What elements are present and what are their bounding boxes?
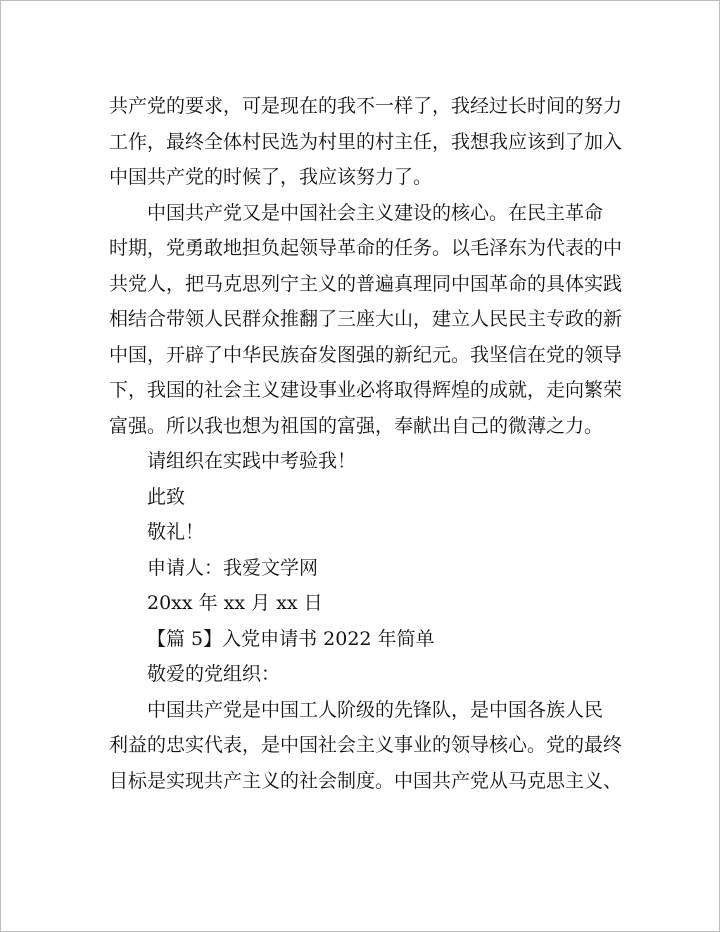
text-line-1: 共产党的要求，可是现在的我不一样了，我经过长时间的努力	[109, 95, 623, 117]
salutation-closing: 此致	[147, 485, 186, 508]
text-line-9: 下，我国的社会主义建设事业必将取得辉煌的成就，走向繁荣	[109, 379, 623, 401]
section-heading: 【篇 5】入党申请书 2022 年简单	[147, 627, 435, 650]
text-line-7: 相结合带领人民群众推翻了三座大山，建立人民民主专政的新	[109, 308, 623, 330]
text-line-6: 共党人，把马克思列宁主义的普遍真理同中国革命的具体实践	[109, 272, 623, 295]
text-line-19: 利益的忠实代表，是中国社会主义事业的领导核心。党的最终	[109, 734, 623, 756]
text-line-5: 时期，党勇敢地担负起领导革命的任务。以毛泽东为代表的中	[109, 237, 623, 259]
date-line: 20xx 年 xx 月 xx 日	[147, 592, 323, 614]
text-line-2: 工作，最终全体村民选为村里的村主任，我想我应该到了加入	[109, 130, 623, 153]
salutation-regards: 敬礼！	[147, 521, 205, 543]
greeting-line: 敬爱的党组织：	[147, 663, 281, 685]
text-line-18: 中国共产党是中国工人阶级的先锋队，是中国各族人民	[147, 698, 604, 721]
text-line-20: 目标是实现共产主义的社会制度。中国共产党从马克思主义、	[109, 769, 623, 792]
applicant-line: 申请人：我爱文学网	[147, 556, 319, 579]
text-line-11: 请组织在实践中考验我！	[147, 450, 357, 472]
document-body	[109, 89, 621, 799]
text-line-10: 富强。所以我也想为祖国的富强，奉献出自己的微薄之力。	[109, 414, 604, 437]
text-line-8: 中国，开辟了中华民族奋发图强的新纪元。我坚信在党的领导	[109, 343, 623, 366]
text-line-4: 中国共产党又是中国社会主义建设的核心。在民主革命	[147, 201, 604, 224]
text-line-3: 中国共产党的时候了，我应该努力了。	[109, 166, 433, 188]
